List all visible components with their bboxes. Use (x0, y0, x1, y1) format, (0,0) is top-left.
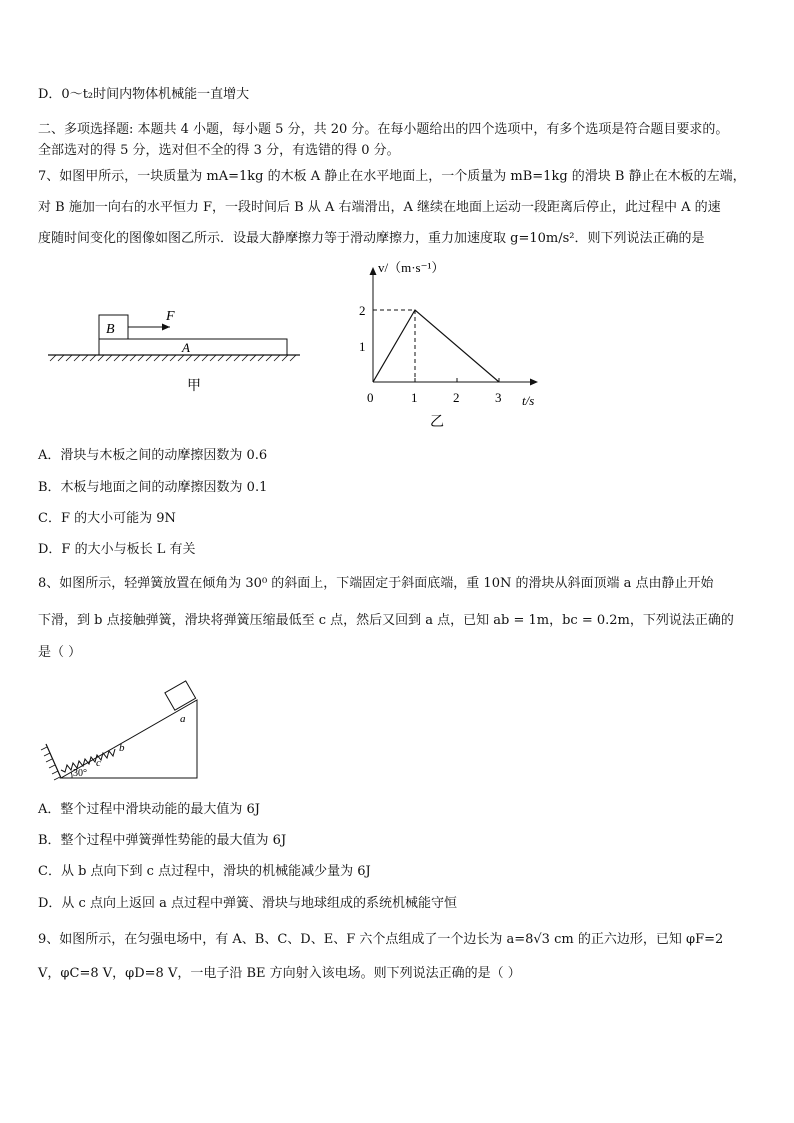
y-axis-label: v/（m·s⁻¹） (378, 260, 445, 275)
board-a (99, 339, 287, 355)
q7-figure-jia (42, 300, 302, 400)
q9-stem-line1: 9、如图所示，在匀强电场中，有 A、B、C、D、E、F 六个点组成了一个边长为 a=8√3 cm 的正六边形，已知 φF=2 (38, 932, 724, 947)
x-axis-label: t/s (522, 393, 535, 408)
q7-option-a: A．滑块与木板之间的动摩擦因数为 0.6 (38, 448, 268, 463)
board-a-label: A (182, 340, 190, 355)
q7-stem-line1: 7、如图甲所示，一块质量为 mA=1kg 的木板 A 静止在水平地面上，一个质量为 mB=1kg 的滑块 B 静止在木板的左端， (38, 169, 746, 184)
x-axis-arrowhead (530, 379, 538, 386)
q8-stem-line3: 是（ ） (38, 645, 82, 660)
point-b-label: b (119, 742, 125, 754)
q8-stem-line1: 8、如图所示，轻弹簧放置在倾角为 30⁰ 的斜面上，下端固定于斜面底端，重 10N 的滑块从斜面顶端 a 点由静止开始 (38, 576, 714, 591)
y-axis-arrowhead (370, 267, 377, 275)
point-c-label: c (96, 757, 101, 769)
x-tick-label: 1 (411, 390, 418, 405)
x-tick-label: 0 (367, 390, 374, 405)
q8-option-d: D．从 c 点向上返回 a 点过程中弹簧、滑块与地球组成的系统机械能守恒 (38, 896, 457, 911)
q8-option-a: A．整个过程中滑块动能的最大值为 6J (38, 802, 261, 817)
ground-hatching (50, 355, 296, 361)
incline (61, 700, 197, 778)
wall-hatching (41, 747, 60, 780)
slider-block (165, 681, 196, 710)
q8-incline-figure (38, 680, 208, 790)
q7-figure-yi (350, 258, 550, 430)
y-tick-label: 2 (359, 303, 366, 318)
q7-option-d: D．F 的大小与板长 L 有关 (38, 542, 196, 557)
angle-label: 30° (73, 768, 87, 779)
x-tick-label: 3 (495, 390, 502, 405)
force-label: F (166, 309, 175, 324)
q6-option-d: D．0～t₂时间内物体机械能一直增大 (38, 87, 250, 102)
force-arrowhead (162, 324, 170, 331)
section-heading-line2: 全部选对的得 5 分，选对但不全的得 3 分，有选错的得 0 分。 (38, 143, 400, 158)
x-tick-label: 2 (453, 390, 460, 405)
angle-arc (71, 772, 72, 778)
block-b-label: B (106, 322, 115, 337)
spring (61, 749, 115, 772)
section-heading-line1: 二、多项选择题: 本题共 4 小题，每小题 5 分，共 20 分。在每小题给出的四个选项中，有多个选项是符合题目要求的。 (38, 122, 729, 137)
q8-stem-line2: 下滑，到 b 点接触弹簧，滑块将弹簧压缩最低至 c 点，然后又回到 a 点，已知 ab = 1m，bc = 0.2m，下列说法正确的 (38, 613, 734, 628)
q7-stem-line2: 对 B 施加一向右的水平恒力 F，一段时间后 B 从 A 右端滑出，A 继续在地面上运动一段距离后停止，此过程中 A 的速 (38, 200, 721, 215)
y-tick-label: 1 (359, 339, 366, 354)
point-a-label: a (180, 713, 186, 725)
q9-stem-line2: V，φC=8 V，φD=8 V，一电子沿 BE 方向射入该电场。则下列说法正确的是（ ） (38, 966, 521, 981)
q7-option-b: B．木板与地面之间的动摩擦因数为 0.1 (38, 480, 268, 495)
q8-option-b: B．整个过程中弹簧弹性势能的最大值为 6J (38, 833, 287, 848)
q7-option-c: C．F 的大小可能为 9N (38, 511, 176, 526)
q8-option-c: C．从 b 点向下到 c 点过程中，滑块的机械能减少量为 6J (38, 864, 371, 879)
figure-caption-yi: 乙 (430, 415, 444, 430)
figure-caption-jia: 甲 (187, 379, 201, 394)
q7-stem-line3: 度随时间变化的图像如图乙所示．设最大静摩擦力等于滑动摩擦力，重力加速度取 g=10m/s²．则下列说法正确的是 (38, 231, 705, 246)
velocity-line (373, 310, 499, 382)
